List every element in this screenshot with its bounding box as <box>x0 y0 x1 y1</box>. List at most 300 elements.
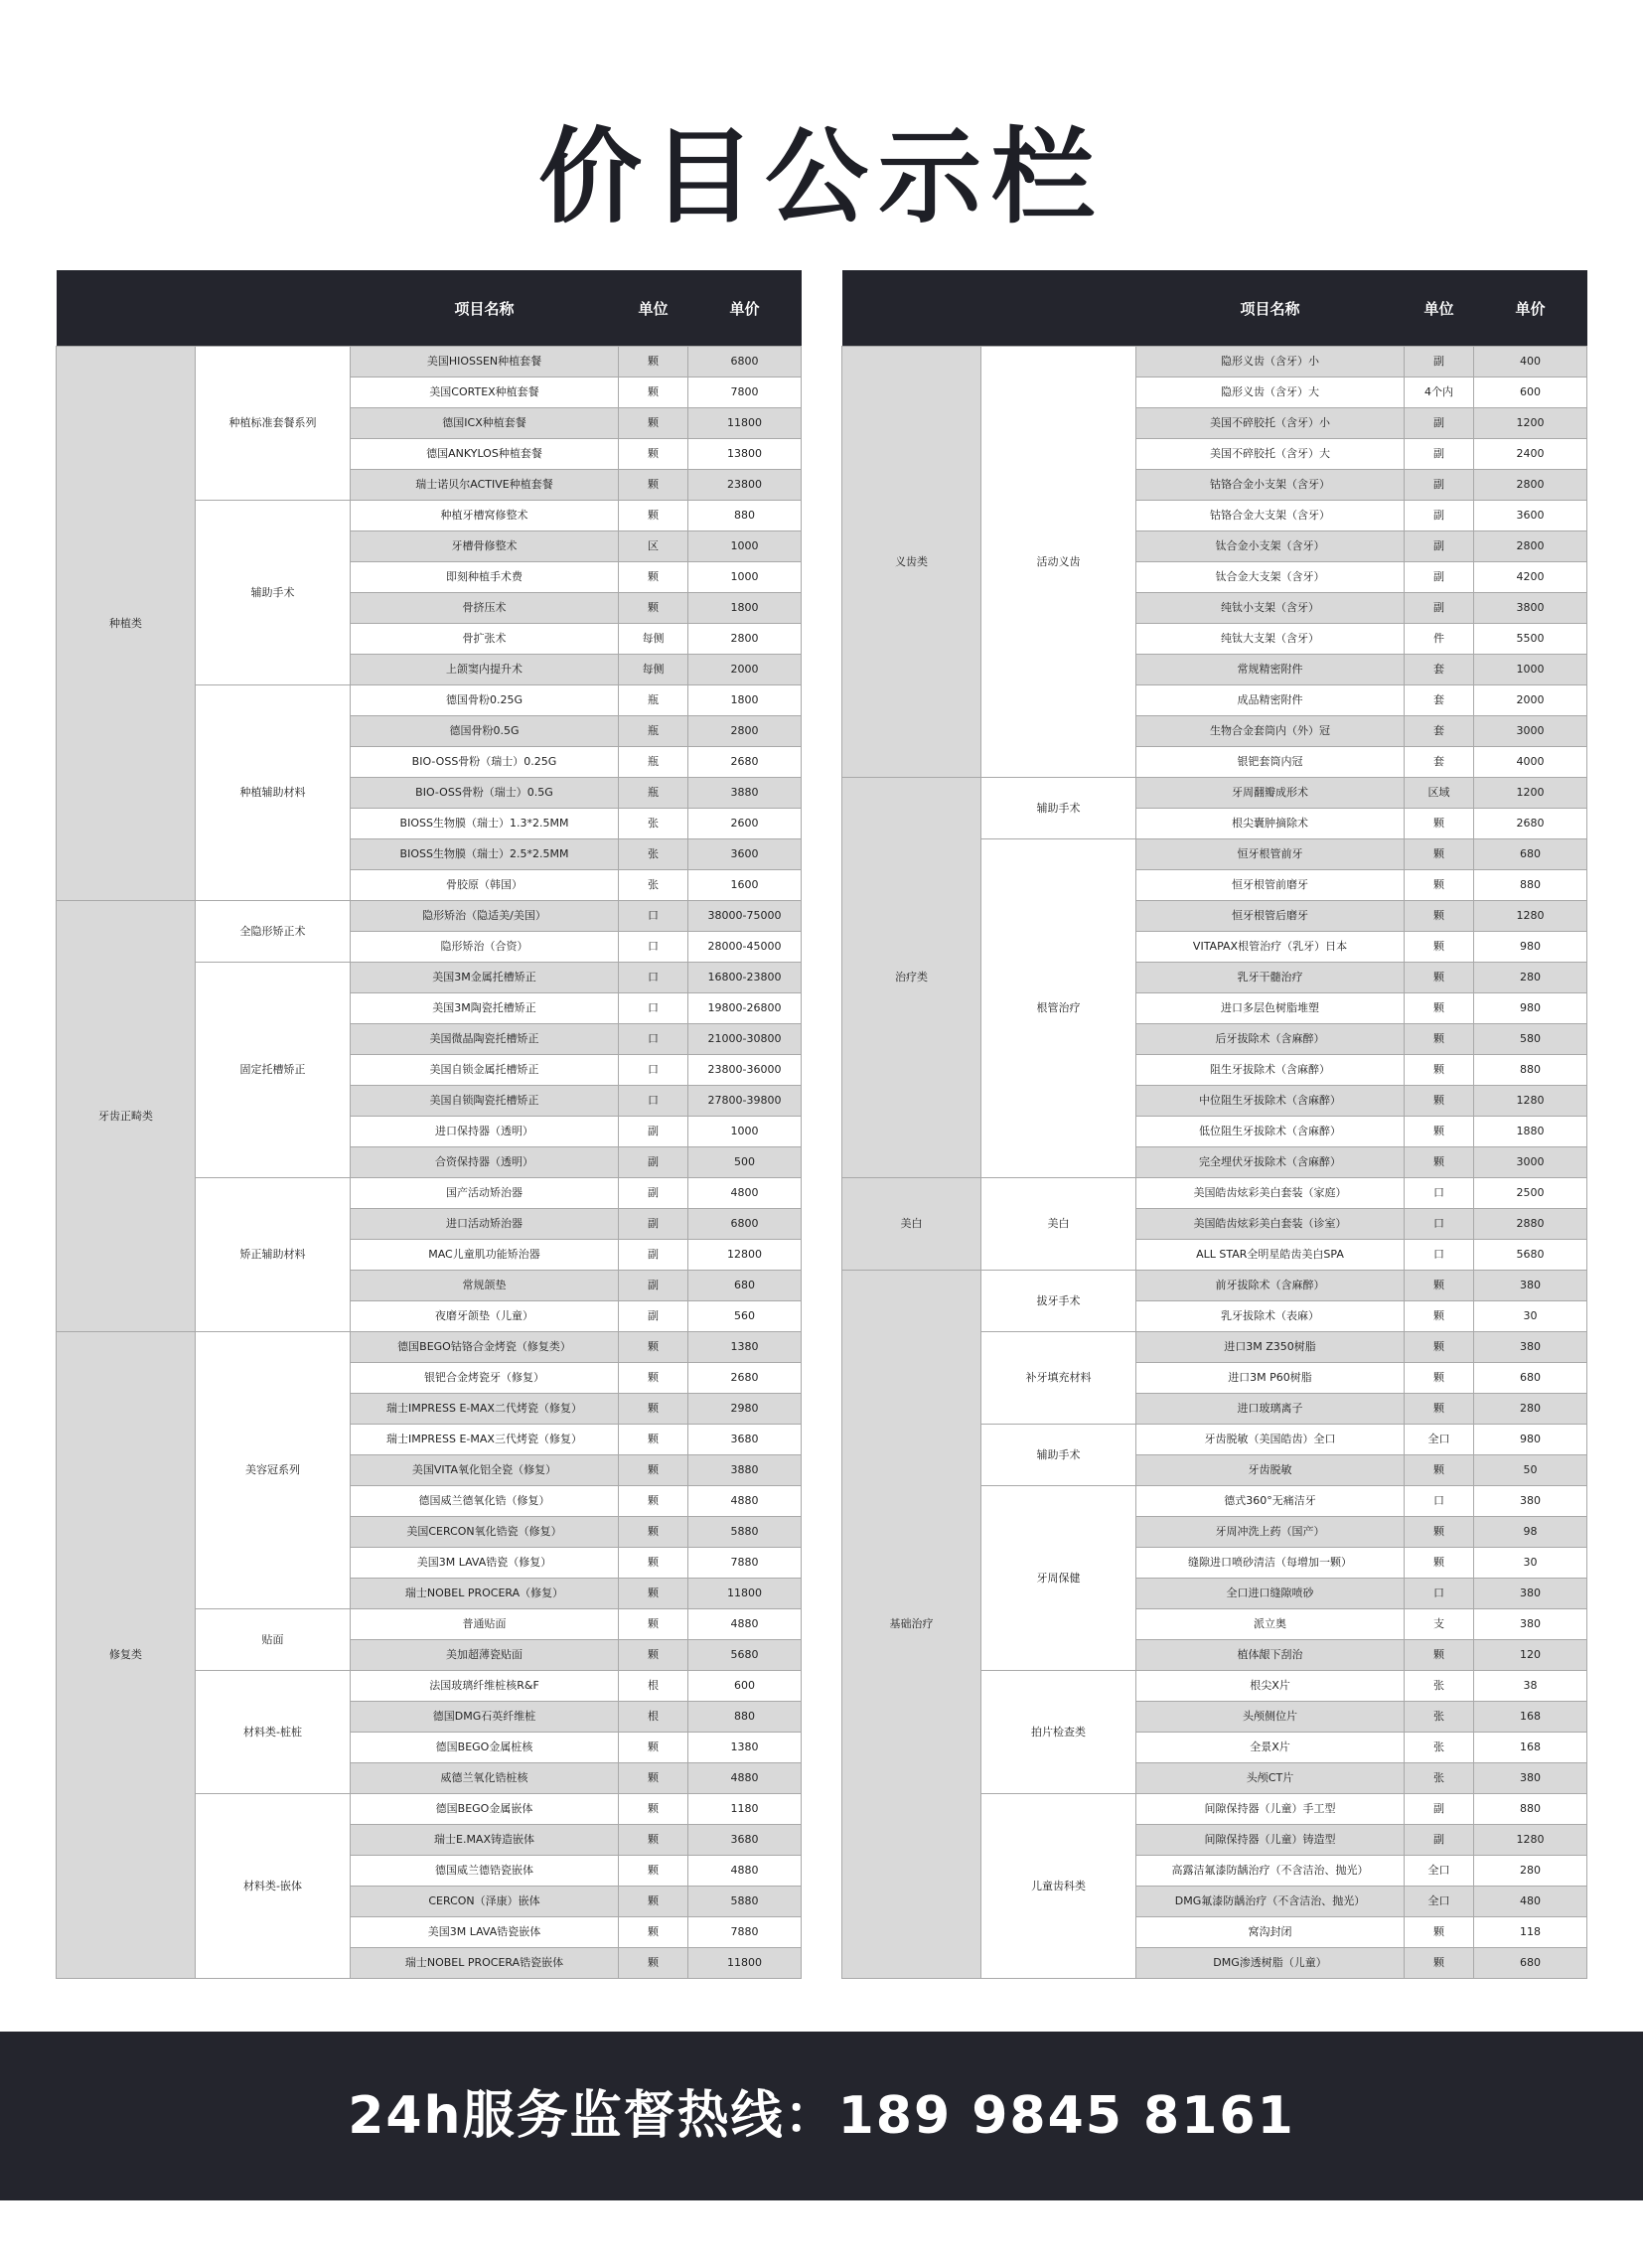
price-cell: 600 <box>688 1671 802 1702</box>
group-cell: 美白 <box>981 1178 1136 1271</box>
item-name-cell: 美国3M金属托槽矫正 <box>351 963 619 993</box>
price-cell: 3000 <box>1474 1147 1587 1178</box>
unit-cell: 瓶 <box>619 685 688 716</box>
item-name-cell: 钴铬合金小支架（含牙） <box>1136 470 1405 501</box>
unit-cell: 件 <box>1405 624 1474 655</box>
unit-cell: 颗 <box>1405 1455 1474 1486</box>
unit-cell: 口 <box>619 1086 688 1117</box>
group-cell: 辅助手术 <box>981 1425 1136 1486</box>
item-name-cell: 低位阻生牙拔除术（含麻醉） <box>1136 1117 1405 1147</box>
item-name-cell: MAC儿童肌功能矫治器 <box>351 1240 619 1271</box>
unit-cell: 颗 <box>619 501 688 531</box>
unit-cell: 颗 <box>619 1486 688 1517</box>
unit-cell: 副 <box>1405 470 1474 501</box>
price-cell: 2800 <box>688 716 802 747</box>
item-name-cell: 夜磨牙颌垫（儿童） <box>351 1301 619 1332</box>
item-name-cell: 乳牙干髓治疗 <box>1136 963 1405 993</box>
item-name-cell: VITAPAX根管治疗（乳牙）日本 <box>1136 932 1405 963</box>
item-name-cell: 钴铬合金大支架（含牙） <box>1136 501 1405 531</box>
unit-cell: 支 <box>1405 1609 1474 1640</box>
unit-cell: 颗 <box>1405 1024 1474 1055</box>
price-cell: 4880 <box>688 1609 802 1640</box>
price-cell: 6800 <box>688 1209 802 1240</box>
item-name-cell: 美国不碎胶托（含牙）大 <box>1136 439 1405 470</box>
item-name-cell: 瑞士诺贝尔ACTIVE种植套餐 <box>351 470 619 501</box>
item-name-cell: 合资保持器（透明） <box>351 1147 619 1178</box>
item-name-cell: 根尖囊肿摘除术 <box>1136 809 1405 839</box>
header-unit: 单位 <box>1405 270 1474 347</box>
item-name-cell: 后牙拔除术（含麻醉） <box>1136 1024 1405 1055</box>
price-cell: 118 <box>1474 1917 1587 1948</box>
unit-cell: 颗 <box>619 1917 688 1948</box>
category-cell: 治疗类 <box>842 778 981 1178</box>
unit-cell: 副 <box>1405 593 1474 624</box>
item-name-cell: 上颌窦内提升术 <box>351 655 619 685</box>
item-name-cell: 纯钛小支架（含牙） <box>1136 593 1405 624</box>
group-cell: 拍片检查类 <box>981 1671 1136 1794</box>
unit-cell: 张 <box>1405 1671 1474 1702</box>
unit-cell: 颗 <box>1405 1394 1474 1425</box>
item-name-cell: 派立奥 <box>1136 1609 1405 1640</box>
item-name-cell: 间隙保持器（儿童）铸造型 <box>1136 1825 1405 1856</box>
table-header-row <box>57 270 802 347</box>
item-name-cell: 法国玻璃纤维桩核R&F <box>351 1671 619 1702</box>
unit-cell: 颗 <box>619 378 688 408</box>
unit-cell: 颗 <box>619 1825 688 1856</box>
price-cell: 50 <box>1474 1455 1587 1486</box>
price-cell: 7800 <box>688 378 802 408</box>
unit-cell: 张 <box>619 809 688 839</box>
group-cell: 种植辅助材料 <box>196 685 351 901</box>
unit-cell: 副 <box>619 1240 688 1271</box>
price-cell: 2800 <box>1474 470 1587 501</box>
item-name-cell: 即刻种植手术费 <box>351 562 619 593</box>
price-cell: 168 <box>1474 1733 1587 1763</box>
price-cell: 4800 <box>688 1178 802 1209</box>
price-cell: 2800 <box>688 624 802 655</box>
item-name-cell: 前牙拔除术（含麻醉） <box>1136 1271 1405 1301</box>
unit-cell: 瓶 <box>619 778 688 809</box>
price-cell: 1800 <box>688 593 802 624</box>
item-name-cell: 美加超薄瓷贴面 <box>351 1640 619 1671</box>
item-name-cell: 进口多层色树脂堆塑 <box>1136 993 1405 1024</box>
unit-cell: 颗 <box>619 1733 688 1763</box>
item-name-cell: 德国DMG石英纤维桩 <box>351 1702 619 1733</box>
item-name-cell: 骨扩张术 <box>351 624 619 655</box>
price-cell: 680 <box>1474 839 1587 870</box>
category-cell: 牙齿正畸类 <box>57 901 196 1332</box>
unit-cell: 颗 <box>1405 1517 1474 1548</box>
price-cell: 23800 <box>688 470 802 501</box>
price-cell: 11800 <box>688 408 802 439</box>
item-name-cell: 头颅侧位片 <box>1136 1702 1405 1733</box>
item-name-cell: ALL STAR全明星皓齿美白SPA <box>1136 1240 1405 1271</box>
group-cell: 活动义齿 <box>981 347 1136 778</box>
unit-cell: 颗 <box>619 1332 688 1363</box>
unit-cell: 副 <box>1405 1825 1474 1856</box>
unit-cell: 颗 <box>1405 1640 1474 1671</box>
item-name-cell: 乳牙拔除术（表麻） <box>1136 1301 1405 1332</box>
price-cell: 2800 <box>1474 531 1587 562</box>
unit-cell: 颗 <box>619 1640 688 1671</box>
price-cell: 400 <box>1474 347 1587 378</box>
unit-cell: 每侧 <box>619 624 688 655</box>
unit-cell: 颗 <box>1405 1548 1474 1579</box>
unit-cell: 瓶 <box>619 716 688 747</box>
unit-cell: 口 <box>619 993 688 1024</box>
price-cell: 2500 <box>1474 1178 1587 1209</box>
unit-cell: 口 <box>619 932 688 963</box>
price-cell: 13800 <box>688 439 802 470</box>
unit-cell: 口 <box>619 963 688 993</box>
item-name-cell: 完全埋伏牙拔除术（含麻醉） <box>1136 1147 1405 1178</box>
category-cell: 修复类 <box>57 1332 196 1979</box>
price-cell: 880 <box>688 501 802 531</box>
header-category-spacer <box>842 270 981 347</box>
price-cell: 38000-75000 <box>688 901 802 932</box>
price-cell: 680 <box>688 1271 802 1301</box>
item-name-cell: 德式360°无痛洁牙 <box>1136 1486 1405 1517</box>
price-cell: 3600 <box>1474 501 1587 531</box>
price-cell: 12800 <box>688 1240 802 1271</box>
unit-cell: 区域 <box>1405 778 1474 809</box>
item-name-cell: 缝隙进口喷砂清洁（每增加一颗） <box>1136 1548 1405 1579</box>
item-name-cell: 美国自锁金属托槽矫正 <box>351 1055 619 1086</box>
table-row <box>57 1332 802 1363</box>
unit-cell: 颗 <box>619 1887 688 1917</box>
unit-cell: 颗 <box>619 1794 688 1825</box>
unit-cell: 颗 <box>1405 870 1474 901</box>
unit-cell: 颗 <box>619 1856 688 1887</box>
item-name-cell: 全口进口缝隙喷砂 <box>1136 1579 1405 1609</box>
page-title: 价目公示栏 <box>537 116 1105 237</box>
unit-cell: 口 <box>619 1055 688 1086</box>
item-name-cell: 牙槽骨修整术 <box>351 531 619 562</box>
item-name-cell: 德国ANKYLOS种植套餐 <box>351 439 619 470</box>
price-cell: 880 <box>1474 1055 1587 1086</box>
group-cell: 贴面 <box>196 1609 351 1671</box>
hotline-label: 24h服务监督热线： <box>348 2086 838 2146</box>
unit-cell: 副 <box>619 1301 688 1332</box>
price-cell: 560 <box>688 1301 802 1332</box>
unit-cell: 张 <box>619 870 688 901</box>
unit-cell: 颗 <box>619 1763 688 1794</box>
unit-cell: 颗 <box>619 1455 688 1486</box>
unit-cell: 副 <box>619 1271 688 1301</box>
item-name-cell: 高露洁氟漆防龋治疗（不含洁治、抛光） <box>1136 1856 1405 1887</box>
item-name-cell: 美国3M LAVA锆瓷嵌体 <box>351 1917 619 1948</box>
item-name-cell: 美国CERCON氧化锆瓷（修复） <box>351 1517 619 1548</box>
price-cell: 11800 <box>688 1579 802 1609</box>
unit-cell: 颗 <box>1405 1271 1474 1301</box>
table-row <box>57 901 802 932</box>
unit-cell: 颗 <box>619 1548 688 1579</box>
item-name-cell: 钛合金大支架（含牙） <box>1136 562 1405 593</box>
item-name-cell: 美国微晶陶瓷托槽矫正 <box>351 1024 619 1055</box>
table-header-row <box>842 270 1587 347</box>
header-group-spacer <box>981 270 1136 347</box>
group-cell: 固定托槽矫正 <box>196 963 351 1178</box>
item-name-cell: 牙周冲洗上药（国产） <box>1136 1517 1405 1548</box>
price-cell: 380 <box>1474 1579 1587 1609</box>
price-cell: 7880 <box>688 1548 802 1579</box>
unit-cell: 口 <box>619 901 688 932</box>
price-cell: 4000 <box>1474 747 1587 778</box>
price-cell: 480 <box>1474 1887 1587 1917</box>
price-cell: 680 <box>1474 1363 1587 1394</box>
unit-cell: 瓶 <box>619 747 688 778</box>
item-name-cell: 德国骨粉0.5G <box>351 716 619 747</box>
item-name-cell: 美国3M LAVA锆瓷（修复） <box>351 1548 619 1579</box>
table-row <box>842 1178 1587 1209</box>
price-cell: 2680 <box>688 747 802 778</box>
item-name-cell: DMG渗透树脂（儿童） <box>1136 1948 1405 1979</box>
price-table-left-body <box>57 347 802 1979</box>
price-cell: 280 <box>1474 963 1587 993</box>
item-name-cell: 德国ICX种植套餐 <box>351 408 619 439</box>
group-cell: 美容冠系列 <box>196 1332 351 1609</box>
group-cell: 牙周保健 <box>981 1486 1136 1671</box>
price-cell: 380 <box>1474 1763 1587 1794</box>
unit-cell: 套 <box>1405 747 1474 778</box>
unit-cell: 张 <box>1405 1763 1474 1794</box>
unit-cell: 副 <box>1405 1794 1474 1825</box>
price-cell: 1000 <box>688 531 802 562</box>
header-price: 单价 <box>1474 270 1587 347</box>
unit-cell: 颗 <box>1405 1147 1474 1178</box>
unit-cell: 副 <box>1405 562 1474 593</box>
price-cell: 1880 <box>1474 1117 1587 1147</box>
group-cell: 补牙填充材料 <box>981 1332 1136 1425</box>
unit-cell: 颗 <box>1405 1086 1474 1117</box>
price-cell: 380 <box>1474 1332 1587 1363</box>
unit-cell: 口 <box>619 1024 688 1055</box>
table-row <box>57 347 802 378</box>
price-cell: 2000 <box>1474 685 1587 716</box>
unit-cell: 颗 <box>619 1363 688 1394</box>
price-cell: 880 <box>1474 870 1587 901</box>
unit-cell: 口 <box>1405 1486 1474 1517</box>
item-name-cell: 恒牙根管后磨牙 <box>1136 901 1405 932</box>
item-name-cell: 德国骨粉0.25G <box>351 685 619 716</box>
item-name-cell: CERCON（泽康）嵌体 <box>351 1887 619 1917</box>
price-cell: 28000-45000 <box>688 932 802 963</box>
category-cell: 义齿类 <box>842 347 981 778</box>
price-cell: 5880 <box>688 1517 802 1548</box>
item-name-cell: 隐形义齿（含牙）小 <box>1136 347 1405 378</box>
item-name-cell: 成品精密附件 <box>1136 685 1405 716</box>
price-cell: 6800 <box>688 347 802 378</box>
item-name-cell: 进口3M P60树脂 <box>1136 1363 1405 1394</box>
price-cell: 3600 <box>688 839 802 870</box>
item-name-cell: 瑞士IMPRESS E-MAX三代烤瓷（修复） <box>351 1425 619 1455</box>
price-cell: 380 <box>1474 1609 1587 1640</box>
price-cell: 2600 <box>688 809 802 839</box>
price-cell: 1280 <box>1474 1825 1587 1856</box>
price-cell: 880 <box>688 1702 802 1733</box>
category-cell: 美白 <box>842 1178 981 1271</box>
price-cell: 21000-30800 <box>688 1024 802 1055</box>
price-cell: 5880 <box>688 1887 802 1917</box>
unit-cell: 颗 <box>619 1425 688 1455</box>
group-cell: 儿童齿科类 <box>981 1794 1136 1979</box>
price-cell: 30 <box>1474 1301 1587 1332</box>
unit-cell: 颗 <box>619 1609 688 1640</box>
item-name-cell: 美国皓齿炫彩美白套装（家庭） <box>1136 1178 1405 1209</box>
price-table-left <box>56 270 802 1979</box>
price-cell: 1280 <box>1474 1086 1587 1117</box>
item-name-cell: 生物合金套筒内（外）冠 <box>1136 716 1405 747</box>
item-name-cell: 美国VITA氧化铝全瓷（修复） <box>351 1455 619 1486</box>
price-cell: 98 <box>1474 1517 1587 1548</box>
group-cell: 辅助手术 <box>981 778 1136 839</box>
group-cell: 种植标准套餐系列 <box>196 347 351 501</box>
unit-cell: 张 <box>1405 1733 1474 1763</box>
item-name-cell: BIOSS生物膜（瑞士）2.5*2.5MM <box>351 839 619 870</box>
item-name-cell: 恒牙根管前牙 <box>1136 839 1405 870</box>
item-name-cell: 阻生牙拔除术（含麻醉） <box>1136 1055 1405 1086</box>
price-cell: 2400 <box>1474 439 1587 470</box>
unit-cell: 口 <box>1405 1240 1474 1271</box>
item-name-cell: 全景X片 <box>1136 1733 1405 1763</box>
item-name-cell: 牙周翻瓣成形术 <box>1136 778 1405 809</box>
item-name-cell: 瑞士IMPRESS E-MAX二代烤瓷（修复） <box>351 1394 619 1425</box>
unit-cell: 口 <box>1405 1209 1474 1240</box>
group-cell: 辅助手术 <box>196 501 351 685</box>
unit-cell: 副 <box>619 1178 688 1209</box>
price-cell: 280 <box>1474 1856 1587 1887</box>
item-name-cell: 银钯套筒内冠 <box>1136 747 1405 778</box>
price-cell: 1280 <box>1474 901 1587 932</box>
price-cell: 5680 <box>688 1640 802 1671</box>
price-cell: 5500 <box>1474 624 1587 655</box>
price-cell: 168 <box>1474 1702 1587 1733</box>
price-cell: 1380 <box>688 1332 802 1363</box>
price-cell: 120 <box>1474 1640 1587 1671</box>
price-cell: 600 <box>1474 378 1587 408</box>
price-cell: 19800-26800 <box>688 993 802 1024</box>
unit-cell: 颗 <box>1405 932 1474 963</box>
price-cell: 4880 <box>688 1486 802 1517</box>
unit-cell: 副 <box>619 1117 688 1147</box>
item-name-cell: 德国威兰德氧化锆（修复） <box>351 1486 619 1517</box>
unit-cell: 颗 <box>619 408 688 439</box>
item-name-cell: 隐形义齿（含牙）大 <box>1136 378 1405 408</box>
unit-cell: 颗 <box>1405 901 1474 932</box>
item-name-cell: 钛合金小支架（含牙） <box>1136 531 1405 562</box>
item-name-cell: 恒牙根管前磨牙 <box>1136 870 1405 901</box>
unit-cell: 口 <box>1405 1579 1474 1609</box>
price-table-right <box>841 270 1587 1979</box>
unit-cell: 颗 <box>619 1394 688 1425</box>
price-cell: 3680 <box>688 1825 802 1856</box>
price-cell: 4880 <box>688 1763 802 1794</box>
price-cell: 500 <box>688 1147 802 1178</box>
unit-cell: 根 <box>619 1671 688 1702</box>
unit-cell: 副 <box>1405 408 1474 439</box>
group-cell: 材料类-嵌体 <box>196 1794 351 1979</box>
unit-cell: 颗 <box>619 439 688 470</box>
unit-cell: 副 <box>1405 347 1474 378</box>
price-cell: 3000 <box>1474 716 1587 747</box>
hotline-banner <box>0 2032 1643 2200</box>
item-name-cell: 根尖X片 <box>1136 1671 1405 1702</box>
category-cell: 种植类 <box>57 347 196 901</box>
item-name-cell: 牙齿脱敏 <box>1136 1455 1405 1486</box>
unit-cell: 颗 <box>619 470 688 501</box>
header-name: 项目名称 <box>1136 270 1405 347</box>
price-cell: 5680 <box>1474 1240 1587 1271</box>
price-cell: 2680 <box>688 1363 802 1394</box>
item-name-cell: BIOSS生物膜（瑞士）1.3*2.5MM <box>351 809 619 839</box>
item-name-cell: 瑞士E.MAX铸造嵌体 <box>351 1825 619 1856</box>
price-cell: 1200 <box>1474 778 1587 809</box>
item-name-cell: 间隙保持器（儿童）手工型 <box>1136 1794 1405 1825</box>
unit-cell: 颗 <box>619 347 688 378</box>
item-name-cell: 美国CORTEX种植套餐 <box>351 378 619 408</box>
price-cell: 980 <box>1474 932 1587 963</box>
table-row <box>842 347 1587 378</box>
unit-cell: 4个内 <box>1405 378 1474 408</box>
price-cell: 4880 <box>688 1856 802 1887</box>
price-cell: 30 <box>1474 1548 1587 1579</box>
price-cell: 16800-23800 <box>688 963 802 993</box>
unit-cell: 颗 <box>1405 1948 1474 1979</box>
unit-cell: 张 <box>1405 1702 1474 1733</box>
item-name-cell: 瑞士NOBEL PROCERA（修复） <box>351 1579 619 1609</box>
item-name-cell: 牙齿脱敏（美国皓齿）全口 <box>1136 1425 1405 1455</box>
item-name-cell: 窝沟封闭 <box>1136 1917 1405 1948</box>
unit-cell: 颗 <box>619 593 688 624</box>
price-cell: 580 <box>1474 1024 1587 1055</box>
item-name-cell: 德国威兰德锆瓷嵌体 <box>351 1856 619 1887</box>
header-price: 单价 <box>688 270 802 347</box>
group-cell: 根管治疗 <box>981 839 1136 1178</box>
item-name-cell: 常规颌垫 <box>351 1271 619 1301</box>
unit-cell: 副 <box>1405 501 1474 531</box>
item-name-cell: 国产活动矫治器 <box>351 1178 619 1209</box>
price-cell: 23800-36000 <box>688 1055 802 1086</box>
table-row <box>842 778 1587 809</box>
unit-cell: 颗 <box>1405 1055 1474 1086</box>
header-name: 项目名称 <box>351 270 619 347</box>
item-name-cell: 隐形矫治（合资） <box>351 932 619 963</box>
group-cell: 矫正辅助材料 <box>196 1178 351 1332</box>
header-unit: 单位 <box>619 270 688 347</box>
unit-cell: 颗 <box>619 1579 688 1609</box>
unit-cell: 颗 <box>1405 963 1474 993</box>
price-cell: 1000 <box>688 1117 802 1147</box>
item-name-cell: DMG氟漆防龋治疗（不含洁治、抛光） <box>1136 1887 1405 1917</box>
item-name-cell: 德国BEGO金属嵌体 <box>351 1794 619 1825</box>
price-cell: 1800 <box>688 685 802 716</box>
item-name-cell: 常规精密附件 <box>1136 655 1405 685</box>
hotline-number: 189 9845 8161 <box>837 2086 1295 2146</box>
price-cell: 7880 <box>688 1917 802 1948</box>
unit-cell: 套 <box>1405 655 1474 685</box>
item-name-cell: 头颅CT片 <box>1136 1763 1405 1794</box>
price-cell: 3680 <box>688 1425 802 1455</box>
price-cell: 11800 <box>688 1948 802 1979</box>
price-cell: 1600 <box>688 870 802 901</box>
unit-cell: 套 <box>1405 716 1474 747</box>
item-name-cell: 美国HIOSSEN种植套餐 <box>351 347 619 378</box>
unit-cell: 张 <box>619 839 688 870</box>
price-cell: 2980 <box>688 1394 802 1425</box>
unit-cell: 颗 <box>1405 809 1474 839</box>
price-cell: 1380 <box>688 1733 802 1763</box>
price-cell: 1200 <box>1474 408 1587 439</box>
